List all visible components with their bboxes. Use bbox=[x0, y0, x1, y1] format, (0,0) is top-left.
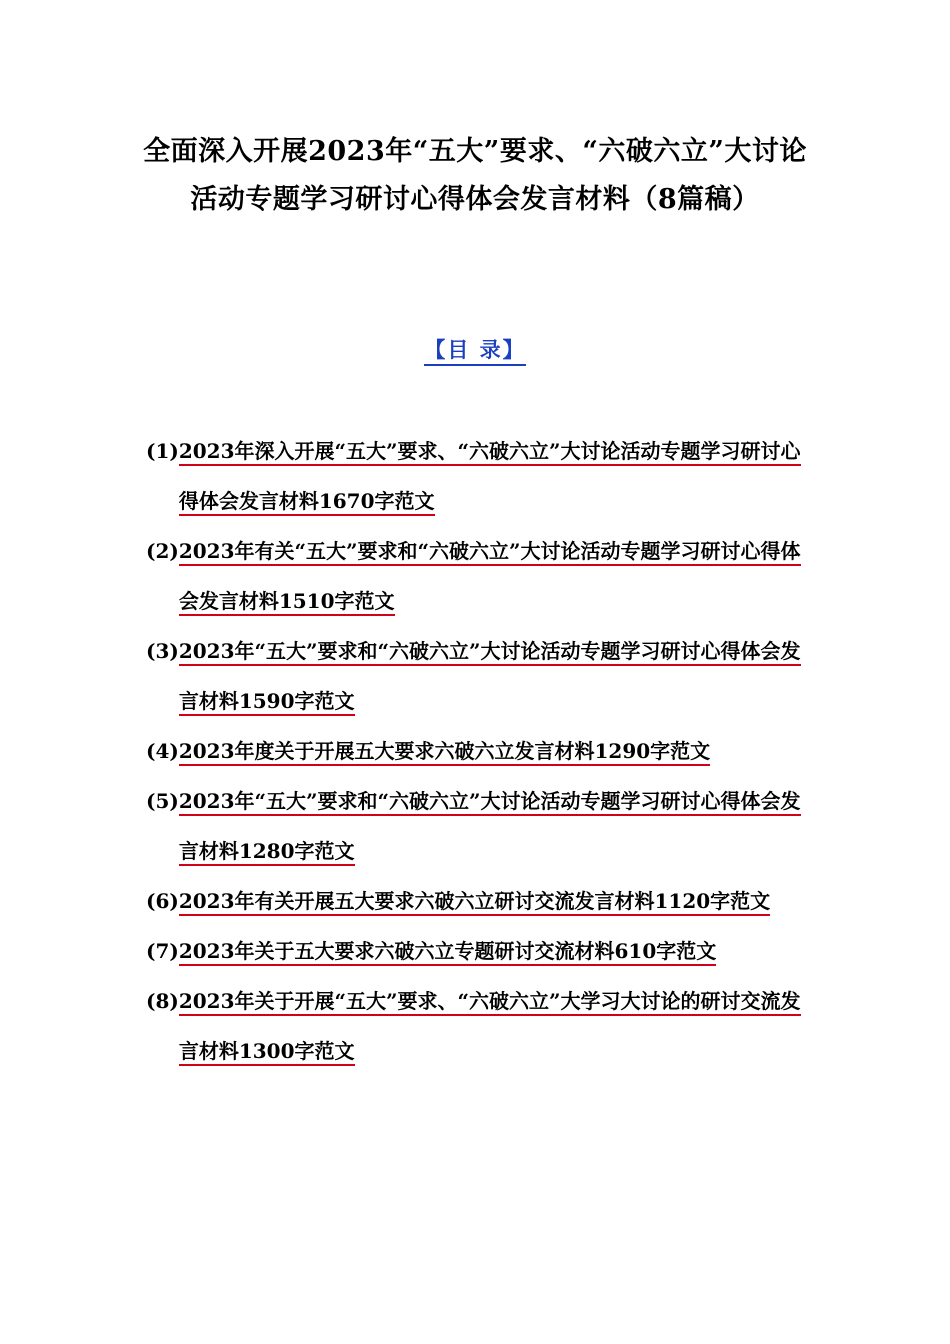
toc-item-link[interactable]: 2023年“五大”要求和“六破六立”大讨论活动专题学习研讨心得体会发言材料1590字范文 bbox=[179, 639, 801, 716]
toc-item-link[interactable]: 2023年“五大”要求和“六破六立”大讨论活动专题学习研讨心得体会发言材料1280字范文 bbox=[179, 789, 801, 866]
toc-item-7[interactable] bbox=[146, 926, 806, 976]
toc-item-3[interactable] bbox=[146, 626, 806, 726]
toc-item-number: (8) bbox=[146, 989, 179, 1013]
toc-item-link[interactable]: 2023年深入开展“五大”要求、“六破六立”大讨论活动专题学习研讨心得体会发言材料1670字范文 bbox=[179, 439, 801, 516]
toc-item-link[interactable]: 2023年关于五大要求六破六立专题研讨交流材料610字范文 bbox=[179, 939, 716, 966]
toc-item-number: (3) bbox=[146, 639, 179, 663]
toc-item-link[interactable]: 2023年度关于开展五大要求六破六立发言材料1290字范文 bbox=[179, 739, 710, 766]
toc-heading bbox=[0, 334, 950, 366]
toc-item-number: (1) bbox=[146, 439, 179, 463]
toc-item-6[interactable] bbox=[146, 876, 806, 926]
toc-item-link[interactable]: 2023年关于开展“五大”要求、“六破六立”大学习大讨论的研讨交流发言材料1300字范文 bbox=[179, 989, 801, 1066]
document-title: 全面深入开展2023年“五大”要求、“六破六立”大讨论活动专题学习研讨心得体会发言材料（8篇稿） bbox=[143, 136, 807, 215]
toc-item-number: (7) bbox=[146, 939, 179, 963]
toc-item-number: (5) bbox=[146, 789, 179, 813]
toc-heading-link[interactable]: 【目 录】 bbox=[424, 337, 525, 366]
toc-item-number: (6) bbox=[146, 889, 179, 913]
toc-item-2[interactable] bbox=[146, 526, 806, 626]
toc-item-4[interactable] bbox=[146, 726, 806, 776]
toc-item-link[interactable]: 2023年有关开展五大要求六破六立研讨交流发言材料1120字范文 bbox=[179, 889, 770, 916]
toc-item-number: (4) bbox=[146, 739, 179, 763]
toc-item-link[interactable]: 2023年有关“五大”要求和“六破六立”大讨论活动专题学习研讨心得体会发言材料1510字范文 bbox=[179, 539, 801, 616]
toc-item-5[interactable] bbox=[146, 776, 806, 876]
toc-item-number: (2) bbox=[146, 539, 179, 563]
toc-item-8[interactable] bbox=[146, 976, 806, 1076]
toc-item-1[interactable] bbox=[146, 426, 806, 526]
table-of-contents bbox=[146, 426, 806, 1076]
